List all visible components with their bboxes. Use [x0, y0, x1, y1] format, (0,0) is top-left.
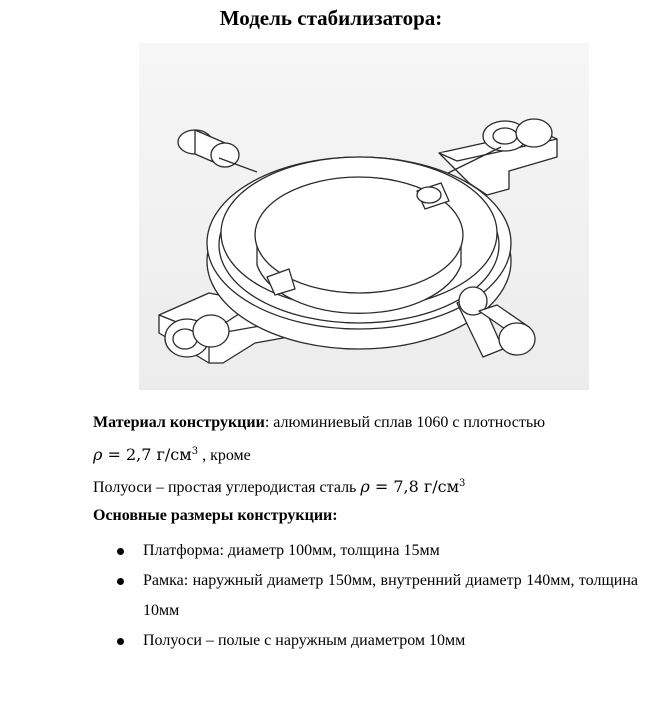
- material-label: Материал конструкции: [93, 414, 265, 431]
- bullet-icon: [117, 638, 124, 645]
- list-item-text: Платформа: диаметр 100мм, толщина 15мм: [143, 542, 440, 559]
- list-item: [113, 566, 638, 626]
- page-title: Модель стабилизатора:: [219, 6, 443, 30]
- list-item-text: Полуоси – полые с наружным диаметром 10мм: [143, 632, 466, 649]
- rho-symbol: ρ: [93, 445, 103, 464]
- material-line: [93, 414, 545, 432]
- material-text: : алюминиевый сплав 1060 с плотностью: [264, 414, 546, 431]
- dimensions-heading: Основные размеры конструкции:: [93, 507, 338, 524]
- density-formula-2: [360, 477, 465, 496]
- density-line-1: [93, 445, 251, 465]
- bullet-icon: [117, 548, 124, 555]
- density-value-1: = 2,7 г/см: [102, 445, 192, 464]
- density-value-2: = 7,8 г/см: [369, 477, 460, 496]
- dimensions-list: [113, 536, 638, 656]
- except-text: , кроме: [198, 447, 251, 464]
- density-exponent-2: 3: [459, 478, 466, 489]
- density-exponent-1: 3: [191, 446, 199, 457]
- bullet-icon: [117, 578, 124, 585]
- density-formula-1: [93, 445, 198, 464]
- list-item-text: Рамка: наружный диаметр 150мм, внутренний диаметр 140мм, толщина 10мм: [143, 572, 638, 619]
- list-item: [113, 536, 638, 566]
- list-item: [113, 626, 638, 656]
- axles-material-line: [93, 477, 465, 497]
- rho-symbol-2: ρ: [360, 477, 370, 496]
- axles-material-text: Полуоси – простая углеродистая сталь: [93, 479, 361, 496]
- stabilizer-model-figure: [139, 43, 589, 390]
